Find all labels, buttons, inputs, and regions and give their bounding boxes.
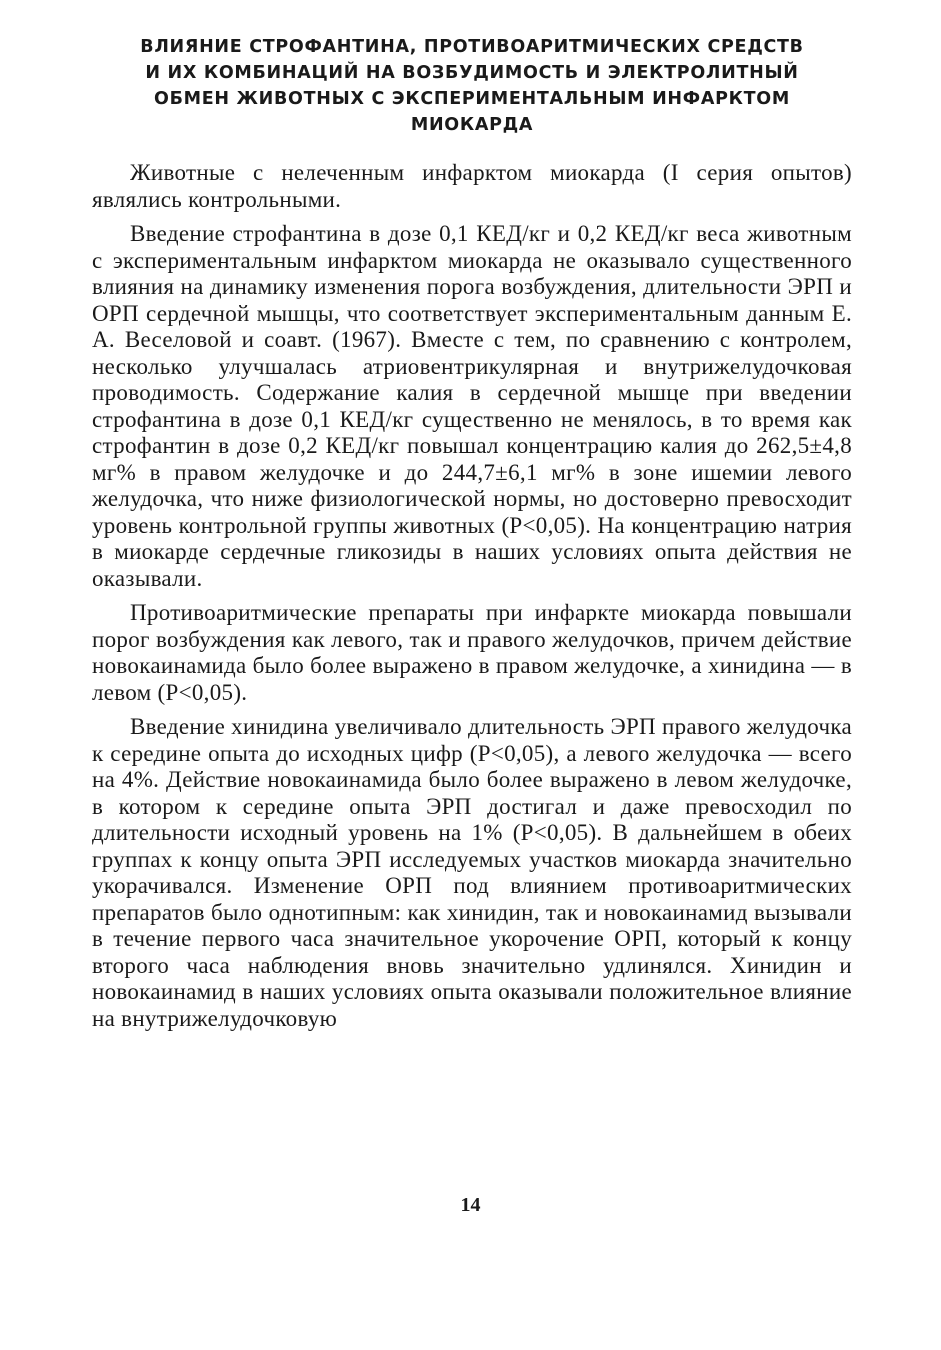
article-title bbox=[92, 34, 852, 138]
paragraph-quinidine-novocainamide: Введение хинидина увеличивало длительность ЭРП правого желудочка к середине опыта до исходных цифр (Р<0,05), а левого желудочка — всего на 4%. Действие новокаинамида было более выражено в левом желудочке, в котором к середине опыта ЭРП достигал и даже превосходил по длительности исходный уровень на 1% (Р<0,05). В дальнейшем в обеих группах к концу опыта ЭРП исследуемых участков миокарда значительно укорачивался. Изменение ОРП под влиянием противоаритмических препаратов было однотипным: как хинидин, так и новокаинамид вызывали в течение первого часа значительное укорочение ОРП, который к концу второго часа наблюдения вновь значительно удлинялся. Хинидин и новокаинамид в наших условиях опыта оказывали положительное влияние на внутрижелудочковую bbox=[92, 714, 852, 1031]
title-line: И ИХ КОМБИНАЦИЙ НА ВОЗБУДИМОСТЬ И ЭЛЕКТРОЛИТНЫЙ bbox=[145, 63, 799, 83]
title-line: ОБМЕН ЖИВОТНЫХ С ЭКСПЕРИМЕНТАЛЬНЫМ ИНФАРКТОМ bbox=[154, 89, 790, 109]
paragraph-control-group: Животные с нелеченным инфарктом миокарда (I серия опытов) являлись контрольными. bbox=[92, 160, 852, 212]
paragraph-strophanthin: Введение строфантина в дозе 0,1 КЕД/кг и 0,2 КЕД/кг веса животным с экспериментальным инфарктом миокарда не оказывало существенного влияния на динамику изменения порога возбуждения, длительности ЭРП и ОРП сердечной мышцы, что соответствует экспериментальным данным Е. А. Веселовой и соавт. (1967). Вместе с тем, по сравнению с контролем, несколько улучшалась атриовентрикулярная и внутрижелудочковая проводимость. Содержание калия в сердечной мышце при введении строфантина в дозе 0,1 КЕД/кг существенно не менялось, в то время как строфантин в дозе 0,2 КЕД/кг повышал концентрацию калия до 262,5±4,8 мг% в правом желудочке и до 244,7±6,1 мг% в зоне ишемии левого желудочка, что ниже физиологической нормы, но достоверно превосходит уровень контрольной группы животных (Р<0,05). На концентрацию натрия в миокарде сердечные гликозиды в наших условиях опыта действия не оказывали. bbox=[92, 221, 852, 591]
article-body bbox=[92, 160, 852, 1032]
page-number: 14 bbox=[460, 1194, 481, 1216]
document-page bbox=[92, 34, 852, 1040]
title-line: МИОКАРДА bbox=[410, 115, 534, 135]
paragraph-antiarrhythmic-threshold: Противоаритмические препараты при инфаркте миокарда повышали порог возбуждения как левого, так и правого желудочков, причем действие новокаинамида было более выражено в правом желудочке, а хинидина — в левом (Р<0,05). bbox=[92, 600, 852, 705]
title-line: ВЛИЯНИЕ СТРОФАНТИНА, ПРОТИВОАРИТМИЧЕСКИХ СРЕДСТВ bbox=[140, 37, 804, 57]
